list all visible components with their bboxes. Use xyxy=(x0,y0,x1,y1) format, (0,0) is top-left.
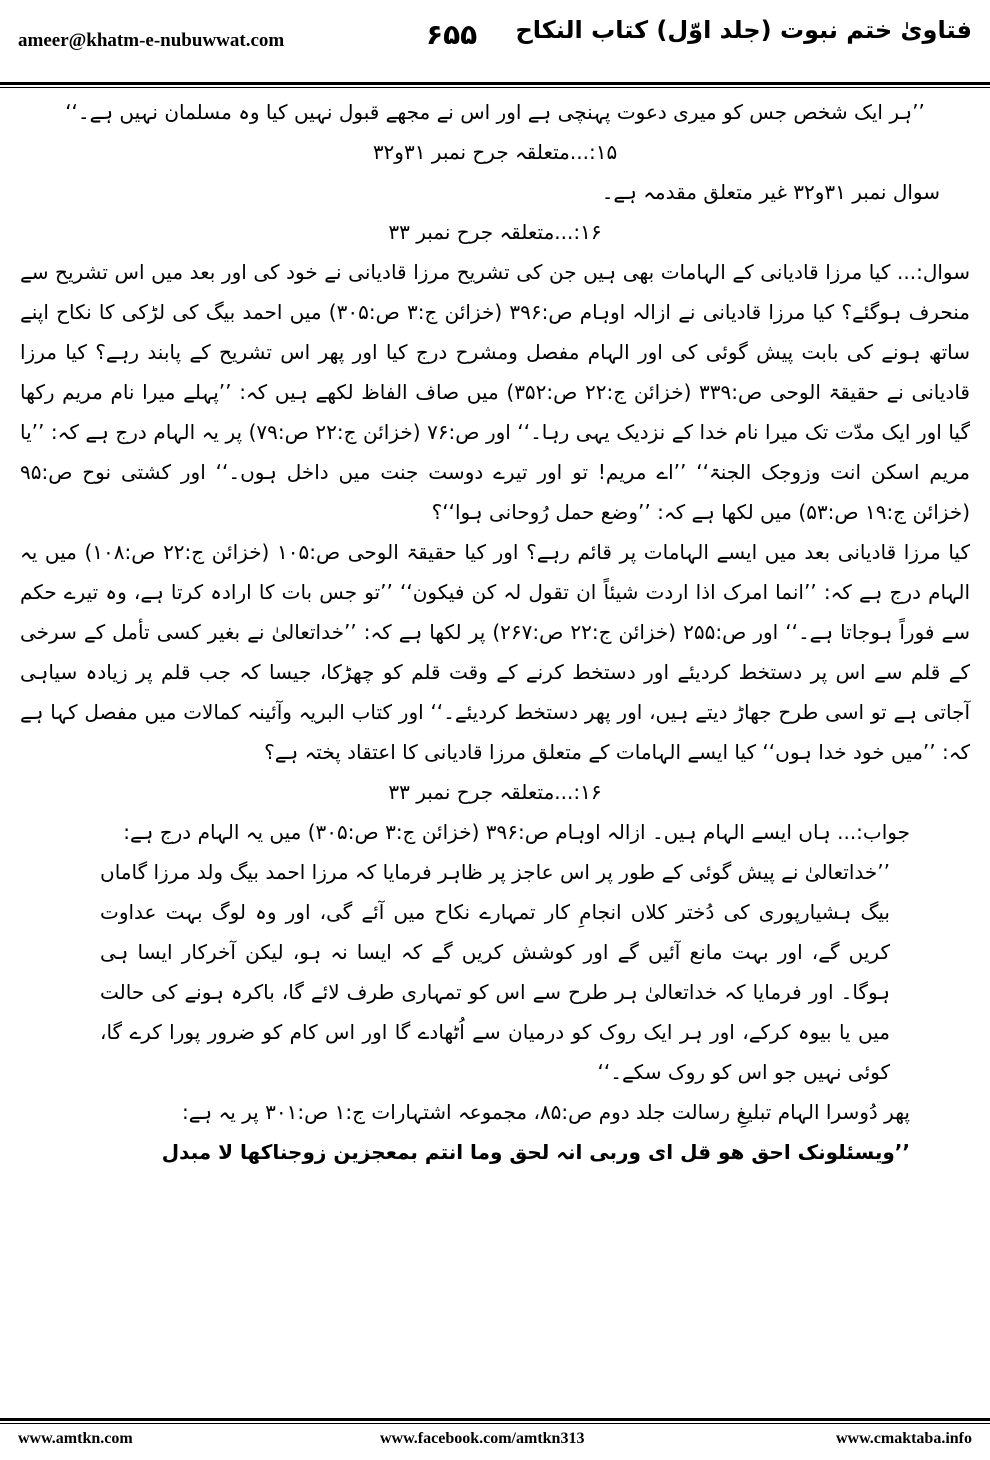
page-header xyxy=(0,0,990,90)
section-heading-16: ۱۶:...متعلقہ جرح نمبر ۳۳ xyxy=(388,220,602,244)
arabic-quote: ’’ویسئلونک احق ھو قل ای وربی انہ لحق وما انتم بمعجزین زوجناکھا لا مبدل xyxy=(161,1140,910,1164)
footer-link-amtkn[interactable]: www.amtkn.com xyxy=(18,1430,133,1447)
page-footer xyxy=(0,1424,990,1460)
question-paragraph: سوال:... کیا مرزا قادیانی کے الہامات بھی ہیں جن کی تشریح مرزا قادیانی نے خود کی اور بعد میں اس تشریح سے منحرف ہوگئے؟ کیا مرزا قادیانی نے ازالہ اوہام ص:۳۹۶ (خزائن ج:۳ ص:۳۰۵) میں احمد بیگ کی لڑکی کا نکاح اپنے ساتھ ہونے کی بابت پیش گوئی کی اور الہام مفصل ومشرح درج کیا اور پھر اس تشریح کے پابند رہے؟ کیا مرزا قادیانی نے حقیقۃ الوحی ص:۳۳۹ (خزائن ج:۲۲ ص:۳۵۲) میں صاف الفاظ لکھے ہیں کہ: ’’پہلے میرا نام مریم رکھا گیا اور ایک مدّت تک میرا نام خدا کے نزدیک یہی رہا۔‘‘ اور ص:۷۶ (خزائن ج:۲۲ ص:۷۹) پر یہ الہام درج ہے کہ: ’’یا مریم اسکن انت وزوجک الجنۃ‘‘ ’’اے مریم! تو اور تیرے دوست جنت میں داخل ہوں۔‘‘ اور کشتی نوح ص:۹۵ (خزائن ج:۱۹ ص:۵۳) میں لکھا ہے کہ: ’’وضع حمل رُوحانی ہوا‘‘؟ xyxy=(20,260,970,524)
footer-link-facebook[interactable]: www.facebook.com/amtkn313 xyxy=(380,1430,585,1447)
page-number: ۶۵۵ xyxy=(426,18,478,51)
footer-link-cmaktaba[interactable]: www.cmaktaba.info xyxy=(835,1430,972,1447)
section-heading-15: ۱۵:...متعلقہ جرح نمبر ۳۱و۳۲ xyxy=(372,140,618,164)
page-body xyxy=(20,92,970,1422)
section-heading-16-repeat: ۱۶:...متعلقہ جرح نمبر ۳۳ xyxy=(388,780,602,804)
header-rule xyxy=(0,82,990,85)
header-rule-thin xyxy=(0,87,990,88)
answer-paragraph: جواب:... ہاں ایسے الہام ہیں۔ ازالہ اوہام ص:۳۹۶ (خزائن ج:۳ ص:۳۰۵) میں یہ الہام درج ہے: xyxy=(123,820,910,844)
footer-rule xyxy=(0,1418,990,1421)
header-email: ameer@khatm-e-nubuwwat.com xyxy=(18,30,285,51)
quoted-ilham: ’’خداتعالیٰ نے پیش گوئی کے طور پر اس عاجز پر ظاہر فرمایا کہ مرزا احمد بیگ ولد مرزا گاماں بیگ ہشیارپوری کی دُختر کلاں انجامِ کار تمہارے نکاح میں آئے گی، اور وہ لوگ بہت عداوت کریں گے، اور بہت مانع آئیں گے اور کوشش کریں گے کہ ایسا نہ ہو، لیکن آخرکار ایسا ہی ہوگا۔ اور فرمایا کہ خداتعالیٰ ہر طرح سے اس کو تمہاری طرف لائے گا، باکرہ ہونے کی حالت میں یا بیوہ کرکے، اور ہر ایک روک کو درمیان سے اُٹھادے گا اور اس کام کو ضرور پورا کرے گا، کوئی نہیں جو اس کو روک سکے۔‘‘ xyxy=(100,860,890,1084)
book-title: فتاویٰ ختم نبوت (جلد اوّل) کتاب النکاح xyxy=(515,16,972,44)
paragraph: سوال نمبر ۳۱و۳۲ غیر متعلق مقدمہ ہے۔ xyxy=(601,180,940,204)
paragraph: پھر دُوسرا الہام تبلیغِ رسالت جلد دوم ص:۸۵، مجموعہ اشتہارات ج:۱ ص:۳۰۱ پر یہ ہے: xyxy=(181,1100,910,1124)
question-paragraph-2: کیا مرزا قادیانی بعد میں ایسے الہامات پر قائم رہے؟ اور کیا حقیقۃ الوحی ص:۱۰۵ (خزائن ج:۲۲ ص:۱۰۸) میں یہ الہام درج ہے کہ: ’’انما امرک اذا اردت شیئاً ان تقول لہ کن فیکون‘‘ ’’تو جس بات کا ارادہ کرتا ہے، وہ تیرے حکم سے فوراً ہوجاتا ہے۔‘‘ اور ص:۲۵۵ (خزائن ج:۲۲ ص:۲۶۷) پر لکھا ہے کہ: ’’خداتعالیٰ نے بغیر کسی تأمل کے سرخی کے قلم سے اس پر دستخط کردیئے اور دستخط کرنے کے وقت قلم کو چھڑکا، جیسا کہ جب قلم پر زیادہ سیاہی آجاتی ہے تو اسی طرح جھاڑ دیتے ہیں، اور پھر دستخط کردیئے۔‘‘ اور کتاب البریہ وآئینہ کمالات میں مفصل کہا ہے کہ: ’’میں خود خدا ہوں‘‘ کیا ایسے الہامات کے متعلق مرزا قادیانی کا اعتقاد پختہ ہے؟ xyxy=(20,540,971,764)
quote-line: ’’ہر ایک شخص جس کو میری دعوت پہنچی ہے اور اس نے مجھے قبول نہیں کیا وہ مسلمان نہیں ہے۔‘‘ xyxy=(65,100,925,124)
